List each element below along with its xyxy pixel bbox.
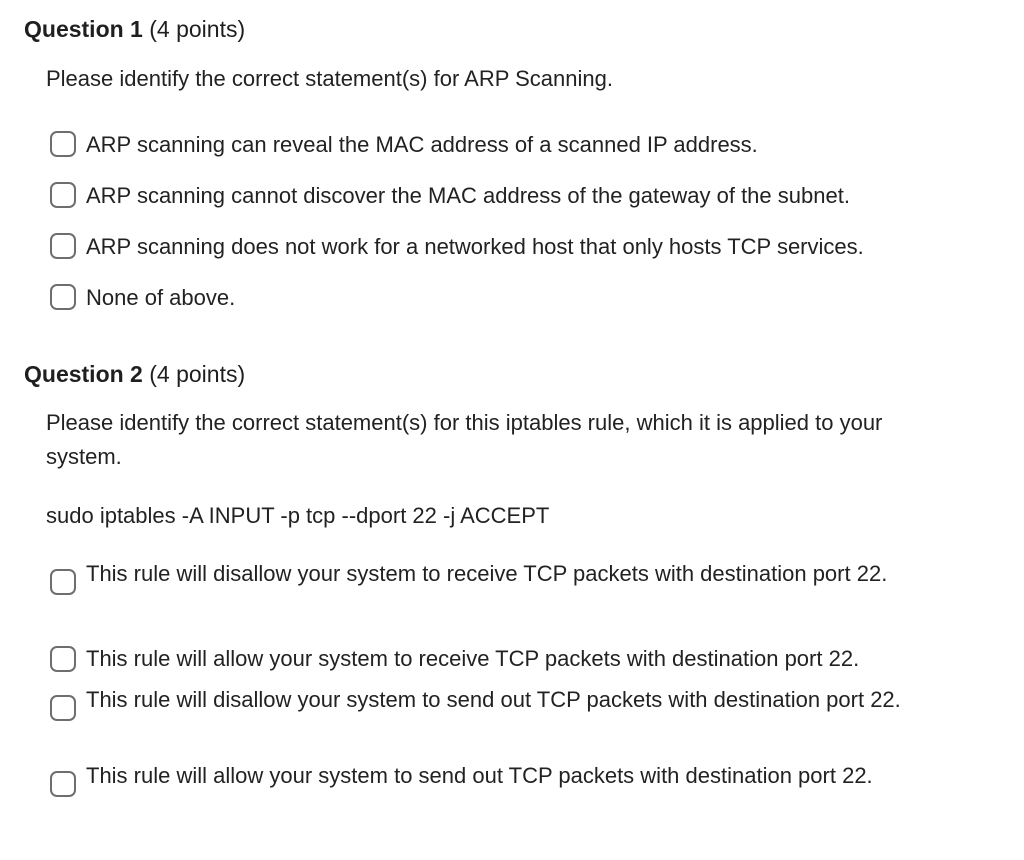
option-label: None of above.: [86, 285, 236, 310]
question-2-points: (4 points): [149, 361, 246, 387]
question-2-title: Question 2: [24, 361, 143, 387]
option-label: This rule will allow your system to send out TCP packets with destination port 22.: [86, 763, 873, 788]
checkbox[interactable]: [50, 695, 76, 721]
iptables-command: sudo iptables -A INPUT -p tcp --dport 22 -j ACCEPT: [46, 503, 550, 528]
question-1-points: (4 points): [149, 16, 246, 42]
option-label: This rule will allow your system to receive TCP packets with destination port 22.: [86, 646, 860, 671]
question-1-option-1[interactable]: [50, 128, 970, 162]
checkbox[interactable]: [50, 771, 76, 797]
question-2-prompt: Please identify the correct statement(s) for this iptables rule, which it is applied to your system.: [46, 410, 883, 469]
question-1-option-2[interactable]: [50, 179, 970, 213]
question-1-title: Question 1: [24, 16, 143, 42]
checkbox[interactable]: [50, 182, 76, 208]
question-1-header: [24, 14, 245, 44]
option-label: ARP scanning cannot discover the MAC address of the gateway of the subnet.: [86, 183, 850, 208]
checkbox[interactable]: [50, 284, 76, 310]
option-label: ARP scanning can reveal the MAC address of a scanned IP address.: [86, 132, 758, 157]
checkbox[interactable]: [50, 646, 76, 672]
question-2-option-2[interactable]: [50, 642, 970, 676]
question-1-option-4[interactable]: [50, 281, 970, 315]
question-2-header: [24, 359, 245, 389]
option-label: This rule will disallow your system to send out TCP packets with destination port 22.: [86, 687, 901, 712]
question-1-prompt: Please identify the correct statement(s) for ARP Scanning.: [46, 66, 613, 91]
checkbox[interactable]: [50, 131, 76, 157]
option-label: ARP scanning does not work for a networked host that only hosts TCP services.: [86, 234, 864, 259]
checkbox[interactable]: [50, 233, 76, 259]
question-2-option-3[interactable]: [50, 683, 970, 721]
checkbox[interactable]: [50, 569, 76, 595]
question-2-option-4[interactable]: [50, 759, 970, 797]
question-1-option-3[interactable]: [50, 230, 970, 264]
question-2-option-1[interactable]: [50, 557, 970, 595]
option-label: This rule will disallow your system to receive TCP packets with destination port 22.: [86, 561, 888, 586]
